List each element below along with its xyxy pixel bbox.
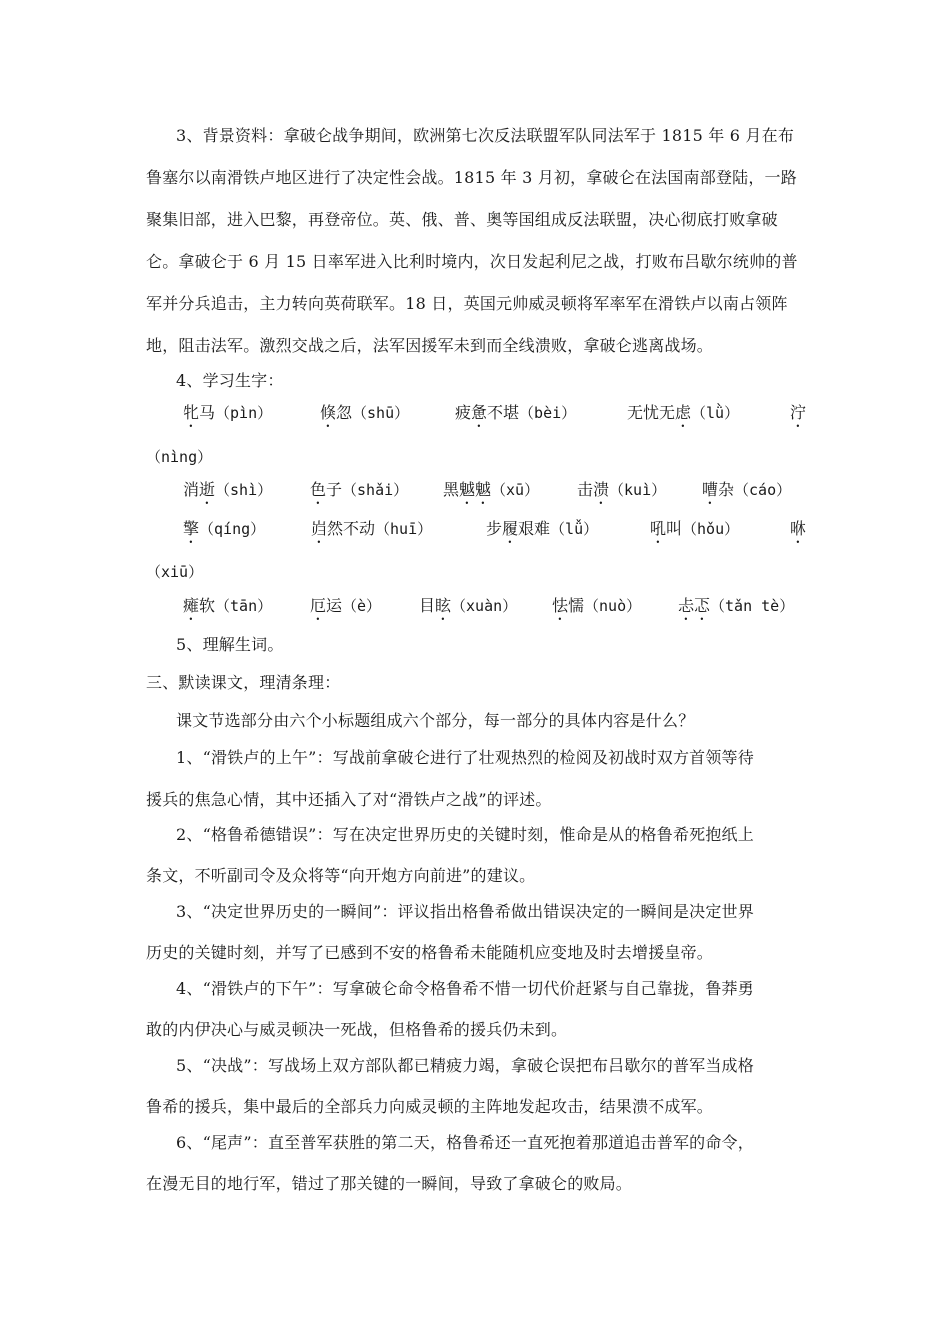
vocab-item: 吼叫（hǒu）	[650, 519, 740, 538]
vocab-item: 消逝（shì）	[183, 480, 273, 499]
vocab-item: 忐忑（tǎn tè）	[678, 596, 795, 615]
vocab-item: 黑魆魆（xū）	[443, 480, 540, 499]
vocab-item: 嘈杂（cáo）	[702, 480, 792, 499]
vocab-item: 牝马（pìn）	[183, 403, 273, 422]
paragraph-line: 仑。拿破仑于 6 月 15 日率军进入比利时境内，次日发起利尼之战，打败布吕歇尔统帅的普	[146, 252, 798, 271]
section-heading: 三、默读课文，理清条理：	[146, 673, 341, 692]
part-line: 4、“滑铁卢的下午”：写拿破仑命令格鲁希不惜一切代价赶紧与自己靠拢，鲁莽勇	[176, 979, 754, 998]
part-line: 3、“决定世界历史的一瞬间”：评议指出格鲁希做出错误决定的一瞬间是决定世界	[176, 902, 754, 921]
part-line: 敢的内伊决心与威灵顿决一死战，但格鲁希的援兵仍未到。	[146, 1020, 568, 1039]
part-line: 1、“滑铁卢的上午”：写战前拿破仑进行了壮观热烈的检阅及初战时双方首领等待	[176, 748, 754, 767]
part-line: 在漫无目的地行军，错过了那关键的一瞬间，导致了拿破仑的败局。	[146, 1174, 633, 1193]
part-line: 5、“决战”：写战场上双方部队都已精疲力竭，拿破仑误把布吕歇尔的普军当成格	[176, 1056, 754, 1075]
vocab-item: 怯懦（nuò）	[552, 596, 642, 615]
vocab-item: 无忧无虑（lǜ）	[627, 403, 740, 422]
paragraph-line: 鲁塞尔以南滑铁卢地区进行了决定性会战。1815 年 3 月初，拿破仑在法国南部登陆，一路	[146, 168, 797, 187]
vocab-item: 疲惫不堪（bèi）	[455, 403, 577, 422]
vocab-item: 岿然不动（huī）	[311, 519, 433, 538]
vocab-item: 击溃（kuì）	[577, 480, 667, 499]
paragraph-line: 地，阻击法军。激烈交战之后，法军因援军未到而全线溃败，拿破仑逃离战场。	[146, 336, 714, 355]
vocab-heading: 4、学习生字：	[176, 371, 284, 390]
vocab-item: 厄运（è）	[310, 596, 382, 615]
paragraph-line: 3、背景资料：拿破仑战争期间，欧洲第七次反法联盟军队同法军于 1815 年 6 月在布	[176, 126, 795, 145]
vocab-item: 步履艰难（lǚ）	[486, 519, 599, 538]
vocab-item: 瘫软（tān）	[183, 596, 273, 615]
paragraph-line: 军并分兵追击，主力转向英荷联军。18 日，英国元帅威灵顿将军率军在滑铁卢以南占领阵	[146, 294, 788, 313]
part-line: 鲁希的援兵，集中最后的全部兵力向威灵顿的主阵地发起攻击，结果溃不成军。	[146, 1097, 714, 1116]
vocab-item: 倏忽（shū）	[320, 403, 410, 422]
part-line: 6、“尾声”：直至普军获胜的第二天，格鲁希还一直死抱着那道追击普军的命令，	[176, 1133, 754, 1152]
intro-line: 课文节选部分由六个小标题组成六个部分，每一部分的具体内容是什么？	[176, 711, 695, 730]
part-line: 条文，不听副司令及众将等“向开炮方向前进”的建议。	[146, 866, 536, 885]
vocab-item: 泞	[790, 403, 807, 422]
part-line: 历史的关键时刻，并写了已感到不安的格鲁希未能随机应变地及时去增援皇帝。	[146, 943, 714, 962]
vocab-item: 擎（qíng）	[183, 519, 266, 538]
vocab-item: 色子（shǎi）	[310, 480, 409, 499]
vocab-pinyin-continued: （xiū）	[146, 563, 204, 581]
paragraph-line: 聚集旧部，进入巴黎，再登帝位。英、俄、普、奥等国组成反法联盟，决心彻底打败拿破	[146, 210, 778, 229]
vocab-pinyin-continued: （nìng）	[146, 448, 213, 466]
vocab-item: 咻	[790, 519, 807, 538]
vocab-item: 目眩（xuàn）	[419, 596, 518, 615]
item-5: 5、理解生词。	[176, 635, 284, 654]
part-line: 援兵的焦急心情，其中还插入了对“滑铁卢之战”的评述。	[146, 790, 552, 809]
part-line: 2、“格鲁希德错误”：写在决定世界历史的关键时刻，惟命是从的格鲁希死抱纸上	[176, 825, 754, 844]
